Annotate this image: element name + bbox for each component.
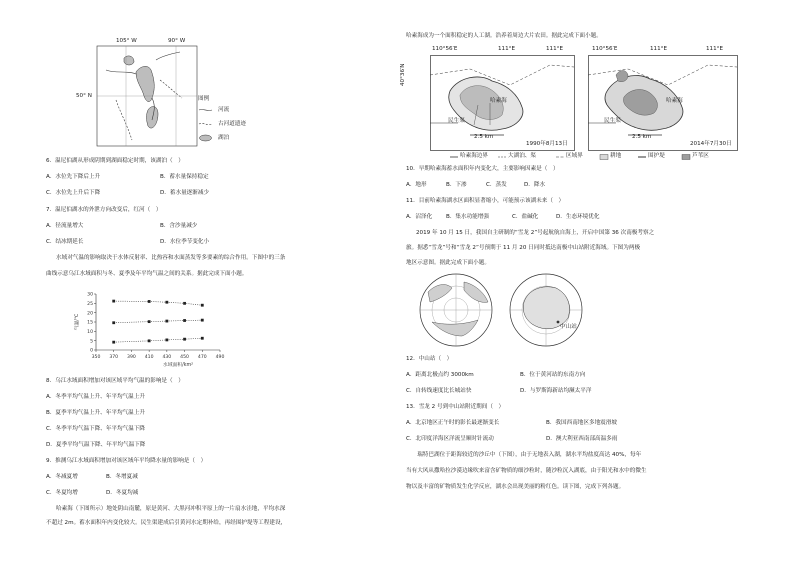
map2-coord-3: 111°E [546,46,564,52]
winnipeg-map [96,40,206,150]
map3-lake-label: 哈素海 [666,98,683,104]
q8-stem: 8．乌江水域面积增加对该区域平均气温的影响是（ ） [46,378,184,384]
q12-option-d: D．与罗斯海新站均濒太平洋 [520,388,592,394]
legend-title: 图例 [198,96,210,102]
x-tick-label: 350 [91,355,101,360]
q9-option-c: C．冬夏均增 [46,490,78,496]
x-tick-label: 370 [109,355,119,360]
series-line-1 [114,320,203,323]
series-2-point [183,338,186,341]
q9-option-d: D．冬夏均减 [106,490,139,496]
legend-farmland: 耕地 [610,153,622,159]
q8-option-a: A．冬季平均气温上升、年平均气温上升 [46,394,145,400]
legend-river: 河流 [218,107,230,113]
hasuhai-map-1990 [400,46,578,156]
intro5-line3: 物以及丰富的矿物质发生化学反应，湖水会出现美丽的粉红色。读下图，完成下列各题。 [406,484,625,490]
map3-scale: 2.5 km [632,134,652,140]
legend-canal: 大湖泊、渠 [508,153,536,159]
y-tick-label: 5 [90,339,93,345]
series-1-point [201,319,204,322]
series-0-point [112,300,115,303]
q13-option-a: A．北京地区正午时的影长最逐渐变长 [406,420,500,426]
x-tick-label: 490 [215,355,225,360]
legend-levee: 围护堤 [648,153,665,159]
q11-option-c: C．盐碱化 [512,214,539,220]
intro3-line1: 哈素海（下图所示）地处阴山南麓，原是黄河、大黑河冲积平原上的一片扇水洼地，平均水深 [56,506,286,512]
map2-coord-1: 110°56′E [432,46,458,52]
map2-date: 1990年8月13日 [526,141,568,147]
lon-label-105: 105° W [116,38,137,44]
series-0-point [183,302,186,305]
x-tick-label: 390 [127,355,136,360]
map2-coord-2: 111°E [498,46,516,52]
series-2-point [165,339,168,342]
x-tick-label: 450 [180,355,189,360]
q9-option-a: A．冬减夏增 [46,474,78,480]
q7-option-d: D．水位季节变化小 [160,239,210,245]
y-tick-label: 0 [90,348,93,354]
series-2-point [201,337,204,340]
x-axis-label: 水域面积/km² [162,363,194,368]
series-1-point [148,320,151,323]
y-tick-label: 15 [87,320,93,326]
q11-option-b: B．集水功能增强 [446,214,489,220]
map3-canal-label: 民生渠 [604,118,621,124]
q7-stem: 7．温尼伯湖水的外泄方向改变后，红河（ ） [46,207,162,213]
q13-option-d: D．澳大利亚西南部高温多雨 [546,436,618,442]
y-tick-label: 30 [87,292,93,298]
q7-option-b: B．含沙量减少 [160,223,198,229]
legend-boundary: 哈素海边界 [460,153,488,159]
series-1-point [183,319,186,322]
legend-ancient-river: 古河道遗迹 [218,121,246,127]
legend-region-border: 区域界 [566,153,583,159]
y-tick-label: 20 [87,311,93,317]
temperature-chart [70,288,230,368]
q9-stem: 9．推测乌江水域面积增加对该区域年平均降水量的影响是（ ） [46,458,207,464]
q6-option-a: A．水位先下降后上升 [46,174,101,180]
intro-continued: 哈素海成为一个面积稳定的人工湖。浩养着周边大片农田。据此完成下面小题。 [406,33,602,39]
intro4-line2: 旅。据悉“雪龙”号和“雪龙 2”号预期于 11 月 20 日同时抵达南极中山站附近海域。下图为两极 [406,245,641,251]
q10-option-b: B．下渗 [446,182,467,188]
series-0-point [201,304,204,307]
series-line-2 [114,338,203,342]
q6-option-d: D．蓄水量逐渐减少 [160,190,210,196]
map3-coord-2: 111°E [650,46,668,52]
y-axis-label: 气温/℃ [75,313,80,331]
q13-option-c: C．北印度洋海区洋流呈顺时针流动 [406,436,494,442]
q12-option-b: B．位于黄河站的东南方向 [520,372,586,378]
q13-stem: 13．雪龙 2 号到中山站附近期间（ ） [406,404,505,410]
q6-option-b: B．蓄水量保持稳定 [160,174,209,180]
intro4-line1: 2019 年 10 月 15 日，我国自主研制的“雪龙 2”号起航航自海上，开启中国第 36 次南极考察之 [416,230,655,236]
series-line-0 [114,301,203,305]
q9-option-b: B．冬增夏减 [106,474,138,480]
legend-lake: 湖泊 [218,135,230,141]
q12-option-a: A．距离北极点约 3000km [406,372,474,378]
hasuhai-map-2014 [588,46,748,156]
x-tick-label: 470 [197,355,207,360]
intro5-line1: 瑞特巴湖位于距海较近的沙丘中（下图），由于无地表入湖，湖水平均盐度高达 40%，每年 [406,452,642,458]
map2-lat: 40°36′N [400,63,406,86]
map2-lake-label: 哈素海 [490,98,507,104]
q8-option-d: D．夏季平均气温下降、年平均气温下降 [46,442,146,448]
y-tick-label: 25 [87,301,93,307]
map2-scale: 2.5 km [474,134,494,140]
q13-option-b: B．我国西南地区多地震滑坡 [546,420,617,426]
q8-option-b: B．夏季平均气温上升、年平均气温上升 [46,410,145,416]
zhongshan-station-label: 中山站 [560,324,577,330]
x-tick-label: 410 [144,355,154,360]
q11-stem: 11．目前哈素海湖水区面积显著缩小，可能预示该湖未来（ ） [406,198,565,204]
series-0-point [165,301,168,304]
map3-date: 2014年7月30日 [690,141,732,147]
q6-option-c: C．水位先上升后下降 [46,190,101,196]
series-2-point [112,341,115,344]
lat-label-50n: 50° N [76,93,92,99]
q7-option-c: C．结冰期延长 [46,239,84,245]
map3-coord-1: 110°56′E [592,46,618,52]
series-2-point [148,339,151,342]
intro3-line2: 不超过 2m。蓄水面积年内变化较大。民生渠建成后引黄河水定期补给，再经围护堤等工程建设， [46,520,287,526]
intro2-line1: 水域对气温的影响取决于水体反射率、比热容和水面蒸发等多要素的综合作用。下图中的三条 [56,255,286,261]
q11-option-a: A．沼泽化 [406,214,433,220]
q10-option-c: C．蒸发 [486,182,507,188]
series-0-point [148,300,151,303]
q7-option-a: A．径流量增大 [46,223,84,229]
q8-option-c: C．冬季平均气温下降、年平均气温下降 [46,426,146,432]
q12-option-c: C．自转线速度比长城站快 [406,388,472,394]
polar-maps [408,270,588,350]
map1-legend [198,96,258,148]
map3-coord-3: 111°E [706,46,724,52]
series-1-point [112,321,115,324]
map2-canal-label: 民生渠 [448,118,465,124]
lon-label-90: 90° W [168,38,186,44]
y-tick-label: 10 [87,329,93,335]
series-1-point [165,320,168,323]
intro4-line3: 地区示意图。据此完成下面小题。 [406,260,490,266]
intro2-line2: 曲线示意乌江水域面积与冬、夏季及年平均气温之间的关系。据此完成下面小题。 [46,271,248,277]
q10-option-d: D．降水 [524,182,546,188]
legend-reed: 芦苇区 [692,153,709,159]
x-tick-label: 430 [162,355,172,360]
q10-option-a: A．地形 [406,182,427,188]
temperature-chart-svg [70,288,230,368]
hasuhai-map-legend [450,153,750,161]
q6-stem: 6．温尼伯湖从形成阴期到湖面稳定时期，该湖泊（ ） [46,158,184,164]
q12-stem: 12．中山站（ ） [406,356,453,362]
intro5-line2: 当有大风从撒哈拉沙漠边缘吹来富含矿物质的细沙粒时，随沙粒沉入湖底，由于阳光和水中的微生 [406,468,647,474]
q11-option-d: D．生态环境优化 [556,214,600,220]
q10-stem: 10．早期哈素海蓄水面积年内变化大，主要影响因素是（ ） [406,166,559,172]
